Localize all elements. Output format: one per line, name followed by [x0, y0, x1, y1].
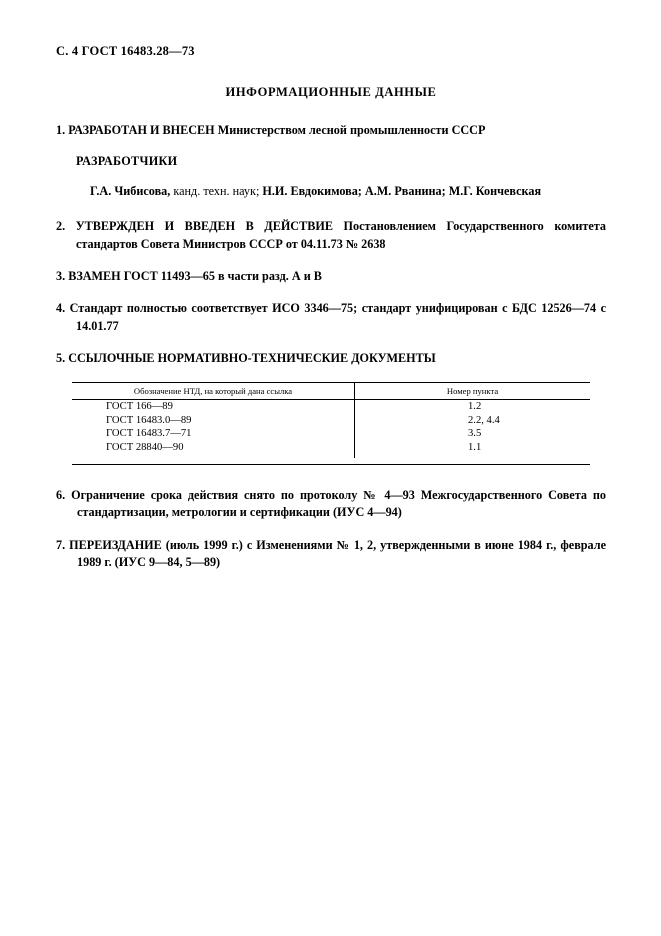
- table-header-row: [72, 383, 590, 400]
- cell-clause: 1.2: [468, 401, 482, 413]
- item-5-number: 5.: [56, 351, 66, 366]
- developer-degree: канд. техн. наук;: [173, 184, 260, 199]
- table-row: [72, 414, 590, 428]
- cell-clause: 3.5: [468, 428, 482, 440]
- ntd-table-wrapper: [56, 382, 606, 465]
- item-7-number: 7.: [56, 537, 66, 552]
- item-1: [56, 122, 606, 139]
- item-4-text: Стандарт полностью соответствует ИСО 3346—75; стандарт унифицирован с БДС 12526—74 с 14.01.77: [69, 301, 607, 333]
- cell-designation: ГОСТ 16483.7—71: [72, 427, 355, 441]
- table-row: [72, 400, 590, 414]
- developers-heading: РАЗРАБОТЧИКИ: [76, 154, 178, 169]
- table-row: [72, 441, 590, 458]
- column-header-designation: Обозначение НТД, на который дана ссылка: [72, 383, 355, 400]
- cell-clause: 1.1: [468, 442, 482, 454]
- item-2-text: УТВЕРЖДЕН И ВВЕДЕН В ДЕЙСТВИЕ Постановлением Государственного комитета стандартов Совета Министров СССР от 04.11.73 № 2638: [75, 219, 606, 251]
- developer-names-rest: Н.И. Евдокимова; А.М. Рванина; М.Г. Кончевская: [262, 184, 542, 199]
- item-6-number: 6.: [56, 488, 66, 503]
- developer-name-1: Г.А. Чибисова,: [90, 184, 171, 199]
- item-1-number: 1.: [56, 123, 66, 137]
- item-5: [56, 350, 606, 367]
- column-header-clause: Номер пункта: [355, 383, 591, 400]
- page-title: ИНФОРМАЦИОННЫЕ ДАННЫЕ: [225, 85, 437, 99]
- item-3: [56, 268, 606, 285]
- item-3-number: 3.: [56, 269, 66, 284]
- item-3-text: ВЗАМЕН ГОСТ 11493—65 в части разд. А и В: [68, 269, 322, 284]
- item-6-text: Ограничение срока действия снято по протоколу № 4—93 Межгосударственного Совета по стандартизации, метрологии и сертификации (ИУС 4—94): [71, 488, 606, 520]
- ntd-table-head: [72, 383, 590, 400]
- cell-designation: ГОСТ 16483.0—89: [72, 414, 355, 428]
- item-5-text: ССЫЛОЧНЫЕ НОРМАТИВНО-ТЕХНИЧЕСКИЕ ДОКУМЕНТЫ: [68, 351, 436, 366]
- table-row: [72, 427, 590, 441]
- ntd-table-body: [72, 400, 590, 458]
- item-4-number: 4.: [56, 301, 66, 316]
- page-content: [56, 44, 606, 586]
- item-2: [56, 218, 606, 253]
- item-7: [56, 537, 606, 572]
- item-6: [56, 487, 606, 522]
- ntd-table: [72, 382, 590, 457]
- cell-clause: 2.2, 4.4: [468, 414, 500, 426]
- table-bottom-rule: [72, 464, 590, 466]
- item-1-text: РАЗРАБОТАН И ВНЕСЕН Министерством лесной промышленности СССР: [68, 123, 486, 137]
- cell-designation: ГОСТ 166—89: [72, 400, 355, 414]
- item-4: [56, 300, 606, 335]
- cell-designation: ГОСТ 28840—90: [72, 441, 355, 458]
- developers-list: [90, 183, 606, 200]
- item-2-number: 2.: [56, 219, 66, 234]
- page-header: С. 4 ГОСТ 16483.28—73: [56, 44, 195, 58]
- item-7-text: ПЕРЕИЗДАНИЕ (июль 1999 г.) с Изменениями № 1, 2, утвержденными в июне 1984 г., феврале 1989 г. (ИУС 9—84, 5—89): [69, 537, 606, 570]
